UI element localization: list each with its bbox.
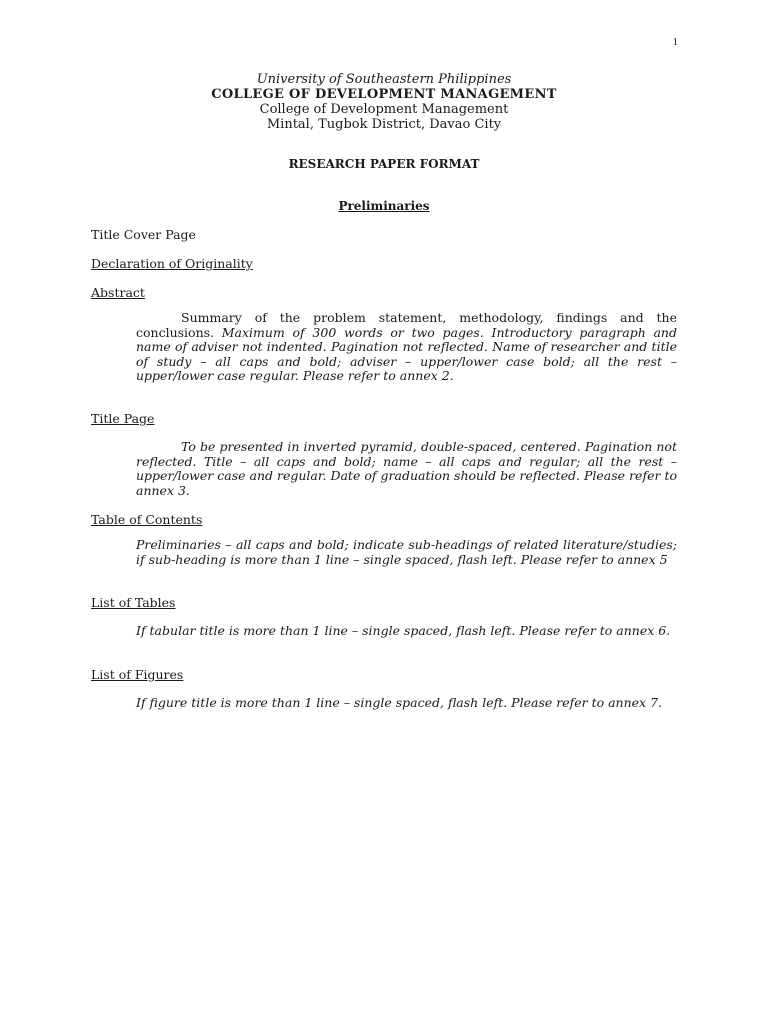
list-of-figures-paragraph: If figure title is more than 1 line – single spaced, flash left. Please refer to annex 7. (136, 695, 662, 710)
item-list-of-tables-heading: List of Tables (91, 595, 176, 610)
table-of-contents-paragraph: Preliminaries – all caps and bold; indicate sub-headings of related literature/studies; if sub-heading is more than 1 line – single spaced, flash left. Please refer to annex 5 (136, 537, 677, 567)
university-name: University of Southeastern Philippines (256, 72, 512, 87)
document-header (0, 72, 768, 132)
list-of-tables-paragraph: If tabular title is more than 1 line – single spaced, flash left. Please refer to annex 6. (136, 623, 671, 638)
college-name-bold: COLLEGE OF DEVELOPMENT MANAGEMENT (211, 87, 557, 102)
item-abstract-heading: Abstract (91, 285, 145, 300)
page-number: 1 (672, 36, 678, 48)
college-name: College of Development Management (259, 102, 509, 117)
title-page-paragraph: To be presented in inverted pyramid, double-spaced, centered. Pagination not reflected. Title – all caps and bold; name – all caps and regular; all the rest – upper/lower case and regular. Date of graduation should be reflected. Please refer to annex 3. (136, 439, 677, 498)
college-address: Mintal, Tugbok District, Davao City (266, 117, 502, 132)
item-title-page-heading: Title Page (91, 411, 155, 426)
abstract-paragraph (136, 311, 677, 384)
item-declaration-of-originality: Declaration of Originality (91, 256, 253, 271)
section-heading-preliminaries: Preliminaries (338, 199, 430, 213)
item-table-of-contents-heading: Table of Contents (91, 512, 203, 527)
document-title: RESEARCH PAPER FORMAT (288, 157, 480, 171)
item-title-cover-page: Title Cover Page (91, 227, 196, 242)
item-list-of-figures-heading: List of Figures (91, 667, 184, 682)
abstract-text-regular: Summary of the problem statement, methodology, findings and the conclusions. (136, 310, 677, 340)
abstract-text-italic: Maximum of 300 words or two pages. Introductory paragraph and name of adviser not indented. Pagination not reflected. Name of researcher and title of study – all caps and bold; adviser – upper/lower case bold; all the rest – upper/lower case regular. Please refer to annex 2. (136, 324, 677, 383)
